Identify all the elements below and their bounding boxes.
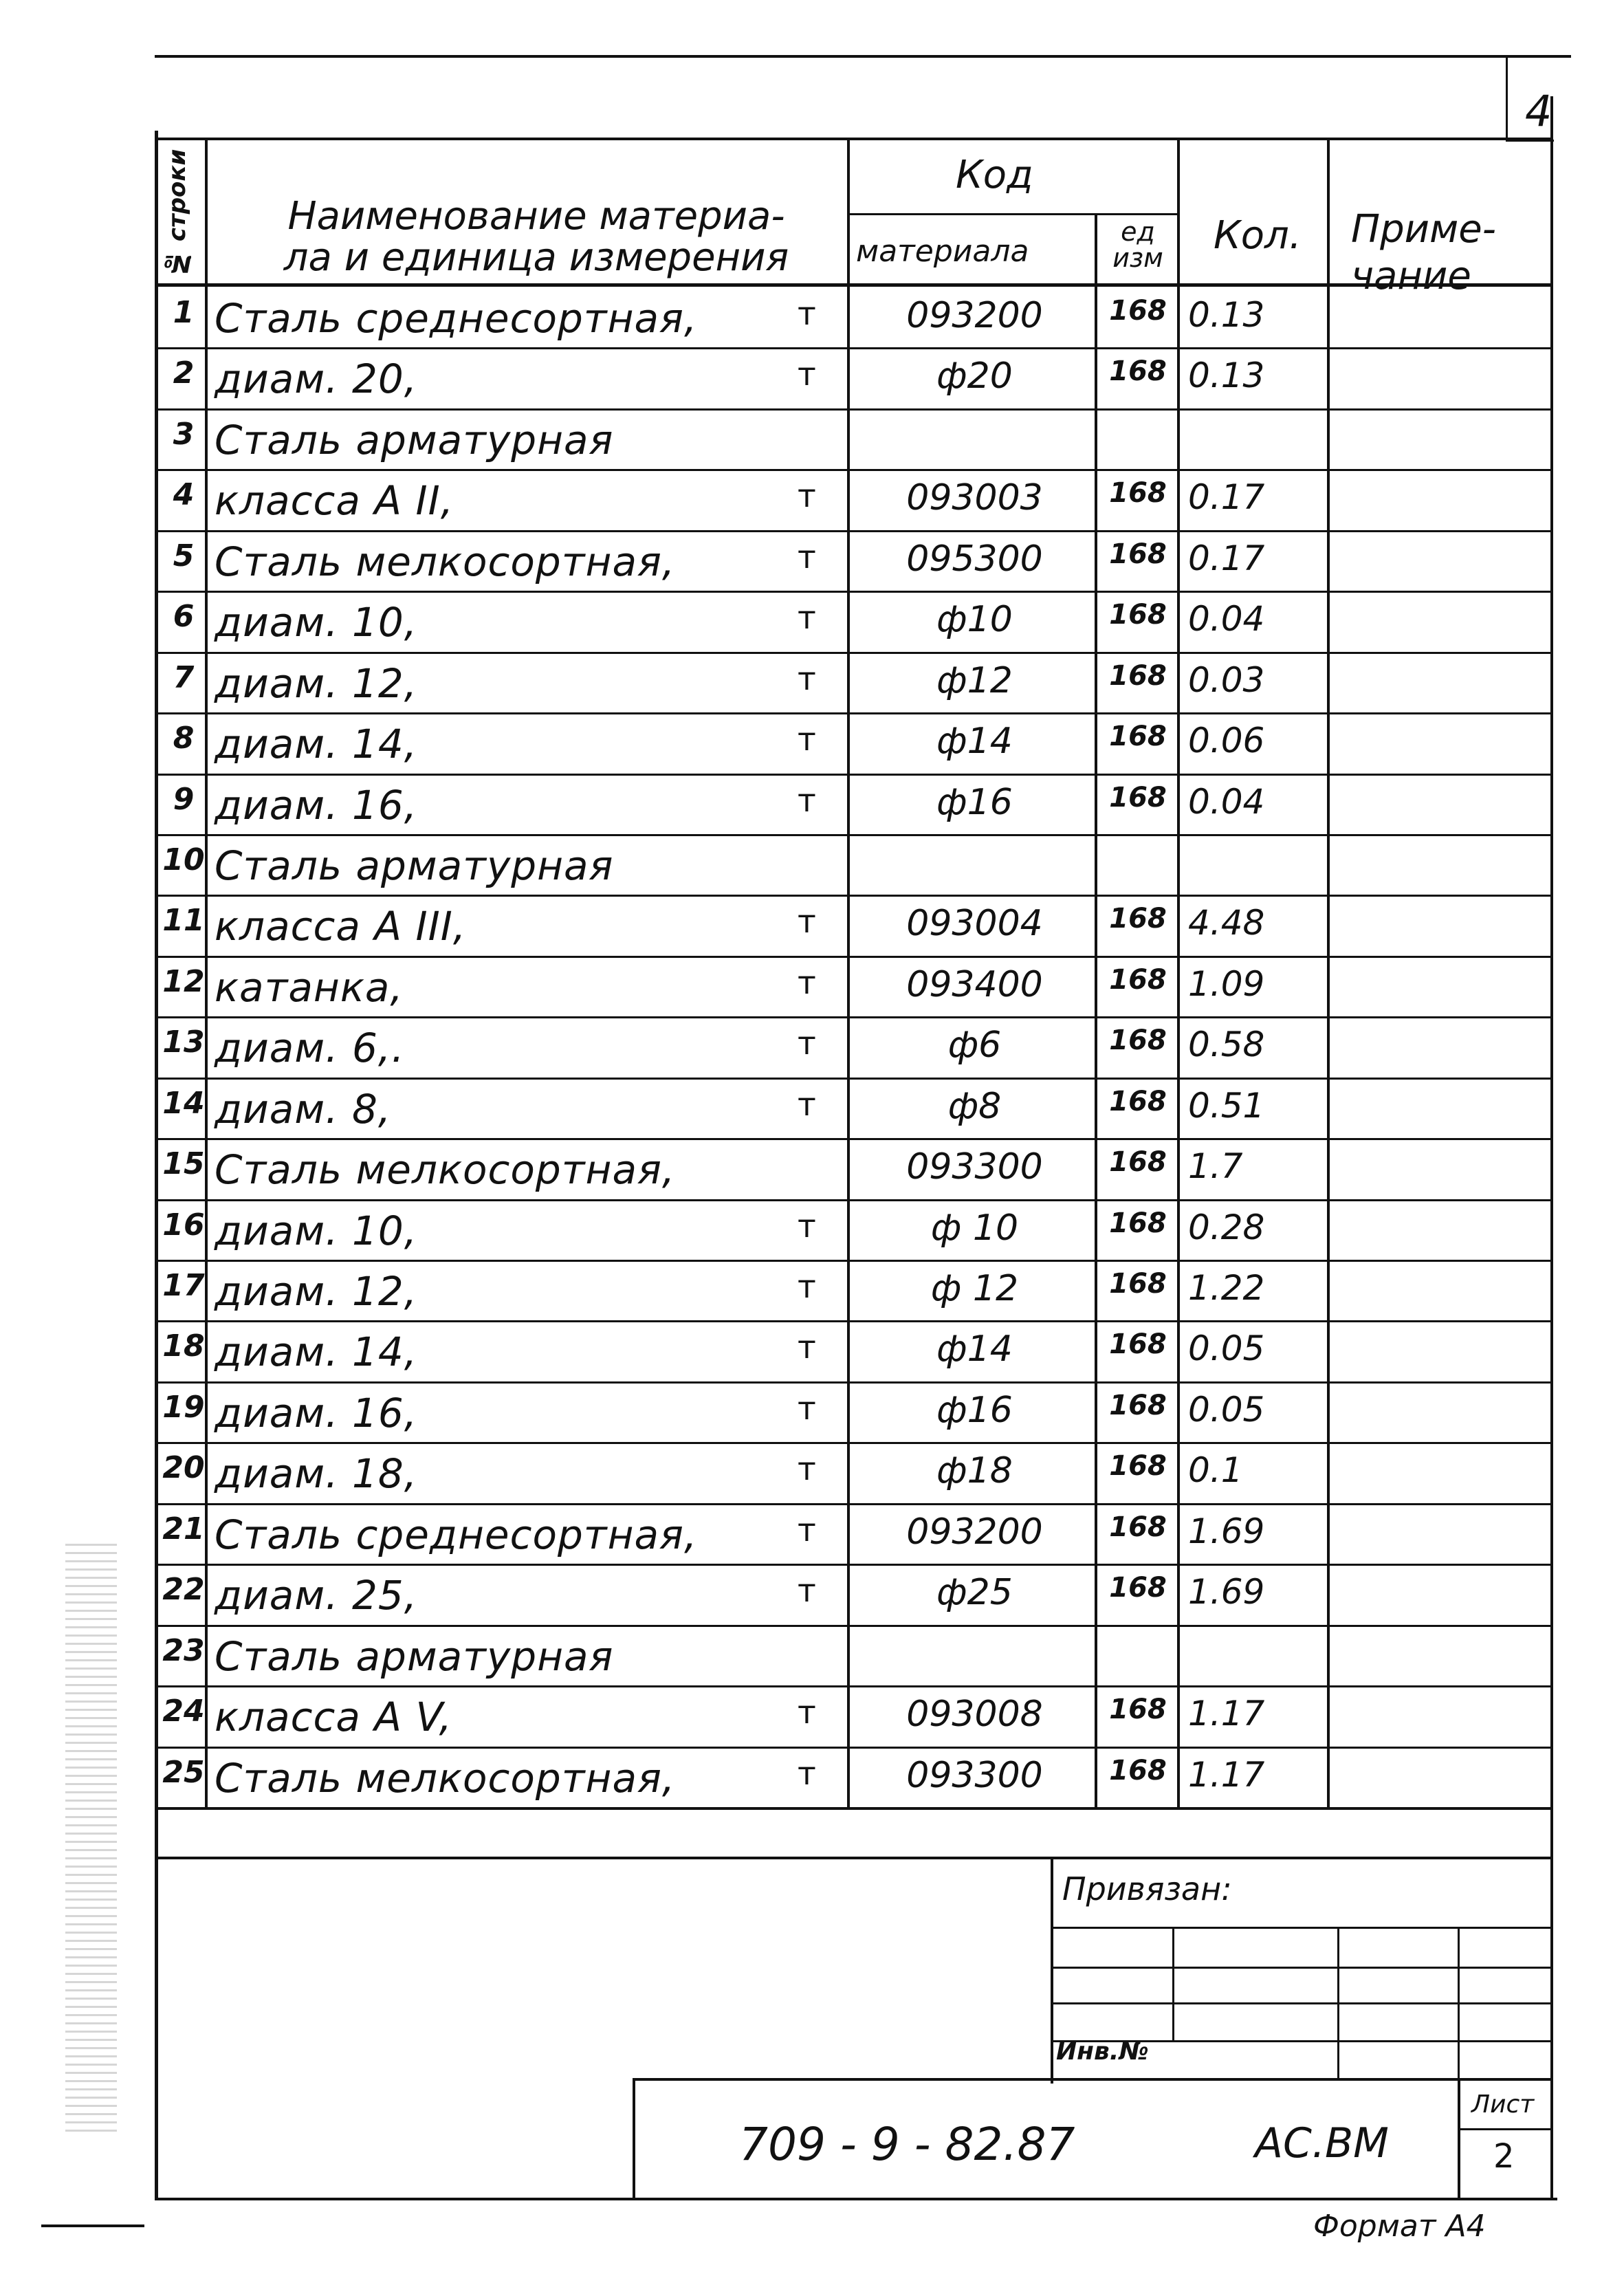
row-material-name: диам. 10, [215, 1207, 418, 1254]
row-material-name: диам. 25, [215, 1572, 418, 1619]
row-material-name: диам. 18, [215, 1450, 418, 1497]
row-separator [155, 712, 1550, 714]
row-separator [155, 469, 1550, 471]
row-material-name: диам. 16, [215, 1390, 418, 1436]
row-unit: т [798, 903, 816, 940]
row-material-code: ф16 [936, 782, 1013, 823]
row-quantity: 0.04 [1188, 782, 1265, 822]
row-number: 23 [162, 1633, 205, 1668]
row-unit-code: 168 [1109, 356, 1167, 387]
row-material-code: 093300 [906, 1755, 1043, 1796]
row-material-code: 093200 [906, 295, 1043, 336]
row-material-name: диам. 8, [215, 1086, 392, 1133]
row-material-code: ф20 [936, 356, 1013, 397]
row-unit: т [798, 1268, 816, 1305]
row-number: 14 [162, 1086, 205, 1121]
row-separator [155, 834, 1550, 836]
row-number: 22 [162, 1572, 205, 1607]
row-material-code: 093003 [906, 477, 1043, 518]
row-number: 7 [173, 660, 195, 695]
row-quantity: 1.17 [1188, 1694, 1265, 1734]
inv-label: Инв.№ [1056, 2037, 1149, 2066]
col-line-3 [1095, 213, 1097, 1808]
row-unit-code: 168 [1109, 599, 1167, 631]
row-unit-code: 168 [1109, 1390, 1167, 1421]
row-material-name: диам. 14, [215, 1329, 418, 1375]
row-material-code: ф6 [947, 1025, 1002, 1066]
row-separator [155, 1016, 1550, 1018]
row-unit: т [798, 1511, 816, 1549]
row-material-name: Сталь арматурная [215, 1633, 614, 1680]
row-unit-code: 168 [1109, 1329, 1167, 1360]
stamp-vline-1 [1051, 1857, 1053, 2084]
row-material-code: ф10 [936, 599, 1013, 640]
row-unit: т [798, 477, 816, 514]
row-material-name: диам. 14, [215, 721, 418, 767]
row-unit-code: 168 [1109, 1511, 1167, 1543]
row-number: 6 [173, 599, 195, 634]
row-material-name: Сталь среднесортная, [215, 295, 698, 342]
row-material-name: класса А II, [215, 477, 454, 524]
row-quantity: 0.17 [1188, 538, 1265, 578]
row-number: 4 [173, 477, 195, 512]
row-material-name: Сталь мелкосортная, [215, 1755, 676, 1802]
row-unit-code: 168 [1109, 721, 1167, 752]
stamp-vline-2 [1172, 1927, 1174, 2040]
row-number: 11 [162, 903, 205, 938]
row-material-name: Сталь мелкосортная, [215, 538, 676, 585]
row-separator [155, 347, 1550, 349]
row-unit: т [798, 660, 816, 697]
row-material-name: диам. 20, [215, 356, 418, 402]
row-separator [155, 1381, 1550, 1384]
row-material-code: ф8 [947, 1086, 1002, 1127]
row-quantity: 0.05 [1188, 1390, 1265, 1430]
table-bottom-line [155, 1807, 1550, 1810]
row-unit-code: 168 [1109, 1086, 1167, 1117]
row-unit-code: 168 [1109, 660, 1167, 692]
right-border-line [1550, 96, 1553, 2200]
row-unit-code: 168 [1109, 1694, 1167, 1725]
row-unit: т [798, 1694, 816, 1731]
row-separator [155, 1685, 1550, 1687]
row-unit-code: 168 [1109, 1572, 1167, 1604]
row-number: 25 [162, 1755, 205, 1790]
row-quantity: 0.51 [1188, 1086, 1265, 1126]
top-border-line [155, 55, 1571, 58]
row-number: 20 [162, 1450, 205, 1485]
header-note: Приме- чание [1351, 207, 1496, 298]
row-number: 10 [162, 842, 205, 877]
row-quantity: 0.05 [1188, 1329, 1265, 1368]
row-unit: т [798, 1025, 816, 1062]
title-block-top-line [633, 2078, 1550, 2081]
row-quantity: 0.04 [1188, 599, 1265, 639]
margin-stamp-faded [65, 1544, 117, 2135]
row-unit-code: 168 [1109, 295, 1167, 327]
sheet-code: АС.ВМ [1255, 2119, 1389, 2167]
row-material-code: ф18 [936, 1450, 1013, 1491]
row-quantity: 0.17 [1188, 477, 1265, 517]
stamp-vline-4 [1458, 1927, 1460, 2078]
document-number: 709 - 9 - 82.87 [739, 2118, 1075, 2171]
row-material-name: диам. 12, [215, 660, 418, 707]
col-line-1 [205, 138, 208, 1808]
row-quantity: 1.09 [1188, 964, 1265, 1004]
row-unit-code: 168 [1109, 1755, 1167, 1786]
row-material-code: ф 10 [930, 1207, 1019, 1249]
row-quantity: 0.1 [1188, 1450, 1243, 1490]
row-unit: т [798, 295, 816, 332]
row-separator [155, 1260, 1550, 1262]
row-material-name: диам. 12, [215, 1268, 418, 1315]
row-unit: т [798, 599, 816, 636]
row-quantity: 1.69 [1188, 1572, 1265, 1612]
row-unit-code: 168 [1109, 964, 1167, 996]
row-quantity: 0.13 [1188, 356, 1265, 395]
row-number: 18 [162, 1329, 205, 1364]
row-unit: т [798, 1329, 816, 1366]
row-unit: т [798, 1755, 816, 1792]
row-unit: т [798, 1207, 816, 1245]
row-unit: т [798, 538, 816, 576]
row-separator [155, 1564, 1550, 1566]
row-number: 5 [173, 538, 195, 573]
row-number: 13 [162, 1025, 205, 1060]
row-separator [155, 1078, 1550, 1080]
row-material-name: диам. 10, [215, 599, 418, 646]
row-quantity: 0.13 [1188, 295, 1265, 335]
row-number: 19 [162, 1390, 205, 1425]
row-separator [155, 1442, 1550, 1444]
row-unit-code: 168 [1109, 1207, 1167, 1239]
row-number: 3 [173, 417, 195, 452]
row-separator [155, 530, 1550, 532]
left-margin-mark [41, 2224, 144, 2227]
table-header-bottom-line [155, 283, 1550, 287]
format-label: Формат А4 [1313, 2209, 1486, 2244]
row-unit-code: 168 [1109, 782, 1167, 813]
row-material-code: 093200 [906, 1511, 1043, 1553]
row-unit: т [798, 721, 816, 758]
stamp-vline-3 [1337, 1927, 1339, 2078]
col-line-2 [847, 138, 850, 1808]
row-unit: т [798, 1086, 816, 1123]
bottom-border-line [155, 2198, 1557, 2200]
row-material-name: Сталь среднесортная, [215, 1511, 698, 1558]
row-unit: т [798, 782, 816, 819]
stamp-top-line [155, 1857, 1550, 1859]
row-material-code: ф12 [936, 660, 1013, 701]
row-separator [155, 774, 1550, 776]
table-header-top-line [155, 138, 1550, 140]
row-separator [155, 1138, 1550, 1140]
row-quantity: 0.03 [1188, 660, 1265, 700]
list-label: Лист [1471, 2090, 1535, 2119]
row-unit: т [798, 1450, 816, 1487]
row-material-code: 093400 [906, 964, 1043, 1005]
col-line-4 [1177, 138, 1180, 1808]
row-separator [155, 1625, 1550, 1627]
header-code-material: материала [856, 234, 1029, 269]
header-code-unit: ед изм [1112, 217, 1163, 273]
header-qty: Кол. [1214, 213, 1302, 258]
row-material-code: ф14 [936, 721, 1013, 762]
row-material-name: катанка, [215, 964, 404, 1011]
row-material-code: 093004 [906, 903, 1043, 944]
row-separator [155, 652, 1550, 654]
row-separator [155, 895, 1550, 897]
row-material-name: класса А V, [215, 1694, 452, 1740]
row-separator [155, 1320, 1550, 1322]
page-number: 4 [1525, 86, 1552, 136]
code-subheader-line [849, 213, 1179, 215]
row-number: 2 [173, 356, 195, 391]
row-number: 15 [162, 1146, 205, 1181]
row-material-code: ф25 [936, 1572, 1013, 1613]
row-material-code: ф14 [936, 1329, 1013, 1370]
row-number: 17 [162, 1268, 205, 1303]
row-material-name: Сталь арматурная [215, 842, 614, 889]
title-block-left-line [633, 2078, 635, 2200]
row-unit-code: 168 [1109, 1146, 1167, 1178]
row-number: 8 [173, 721, 195, 756]
row-number: 24 [162, 1694, 205, 1729]
row-separator [155, 1199, 1550, 1201]
row-number: 21 [162, 1511, 205, 1546]
row-unit: т [798, 964, 816, 1001]
row-unit-code: 168 [1109, 538, 1167, 570]
header-row-number: № строки [164, 149, 191, 278]
row-material-code: 093008 [906, 1694, 1043, 1735]
title-block-list-line [1458, 2078, 1460, 2200]
row-unit-code: 168 [1109, 1025, 1167, 1056]
row-number: 16 [162, 1207, 205, 1243]
page-number-box-left [1506, 55, 1508, 141]
row-material-code: 093300 [906, 1146, 1043, 1188]
row-separator [155, 956, 1550, 958]
row-material-name: диам. 16, [215, 782, 418, 829]
row-material-code: 095300 [906, 538, 1043, 580]
row-quantity: 0.28 [1188, 1207, 1265, 1247]
left-border-line [155, 131, 158, 2200]
row-separator [155, 1747, 1550, 1749]
stamp-hline-3 [1051, 2002, 1550, 2004]
list-value: 2 [1493, 2137, 1515, 2176]
row-unit: т [798, 1572, 816, 1609]
row-separator [155, 1503, 1550, 1505]
row-material-name: диам. 6,. [215, 1025, 405, 1071]
row-number: 9 [173, 782, 195, 817]
row-number: 1 [173, 295, 195, 330]
row-unit: т [798, 1390, 816, 1427]
row-quantity: 1.17 [1188, 1755, 1265, 1795]
privyazan-label: Привязан: [1062, 1870, 1232, 1907]
row-material-name: класса А III, [215, 903, 467, 950]
row-quantity: 0.58 [1188, 1025, 1265, 1064]
list-box-line [1458, 2128, 1550, 2130]
row-unit-code: 168 [1109, 903, 1167, 934]
row-quantity: 1.22 [1188, 1268, 1265, 1308]
row-quantity: 0.06 [1188, 721, 1265, 761]
row-quantity: 1.69 [1188, 1511, 1265, 1551]
row-unit: т [798, 356, 816, 393]
row-unit-code: 168 [1109, 477, 1167, 509]
stamp-hline-2 [1051, 1967, 1550, 1969]
header-name: Наименование материа- ла и единица измерения [283, 194, 789, 280]
row-unit-code: 168 [1109, 1268, 1167, 1300]
header-code: Код [956, 153, 1033, 197]
col-line-5 [1327, 138, 1330, 1808]
stamp-hline-1 [1051, 1927, 1550, 1929]
row-material-name: Сталь арматурная [215, 417, 614, 463]
row-material-code: ф16 [936, 1390, 1013, 1431]
row-material-code: ф 12 [930, 1268, 1019, 1309]
row-quantity: 4.48 [1188, 903, 1265, 943]
row-unit-code: 168 [1109, 1450, 1167, 1482]
row-quantity: 1.7 [1188, 1146, 1243, 1186]
row-separator [155, 408, 1550, 411]
row-separator [155, 591, 1550, 593]
row-number: 12 [162, 964, 205, 999]
row-material-name: Сталь мелкосортная, [215, 1146, 676, 1193]
